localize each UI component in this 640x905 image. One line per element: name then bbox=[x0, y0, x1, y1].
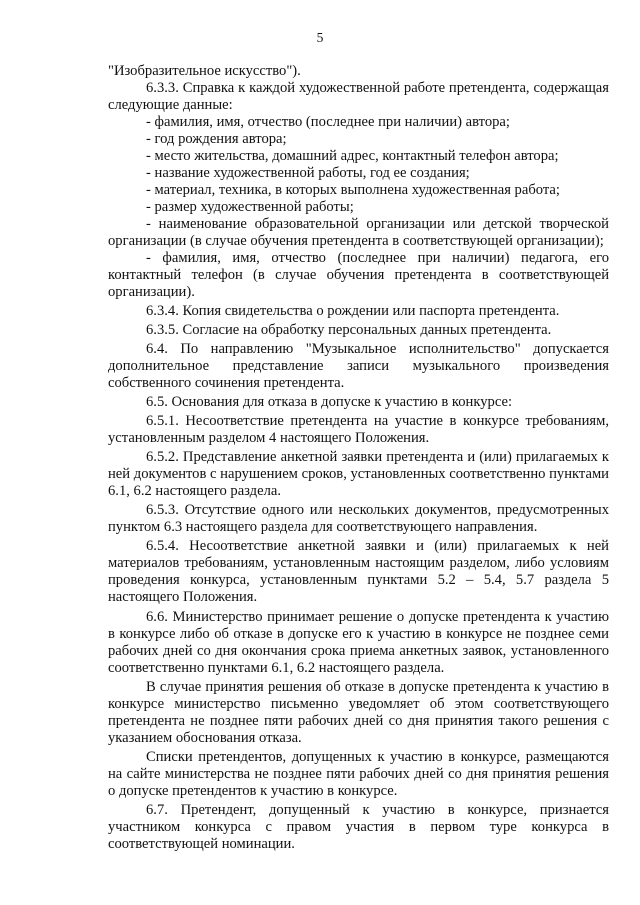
paragraph-lists-published: Списки претендентов, допущенных к участию в конкурсе, размещаются на сайте министерства не позднее пяти рабочих дней со дня принятия решения о допуске претендентов к участию в конкурсе. bbox=[108, 749, 609, 799]
list-item-teacher: - фамилия, имя, отчество (последнее при наличии) педагога, его контактный телефон (в случае обучения претендента в соответствующей организации). bbox=[108, 250, 609, 300]
paragraph-6-5-1: 6.5.1. Несоответствие претендента на участие в конкурсе требованиям, установленным разделом 4 настоящего Положения. bbox=[108, 413, 609, 446]
paragraph-refusal-notice: В случае принятия решения об отказе в допуске претендента к участию в конкурсе министерство письменно уведомляет об этом соответствующего претендента не позднее пяти рабочих дней со дня принятия такого решения с указанием обоснования отказа. bbox=[108, 679, 609, 746]
paragraph-6-3-3: 6.3.3. Справка к каждой художественной работе претендента, содержащая следующие данные: bbox=[108, 80, 609, 113]
paragraph-6-3-5: 6.3.5. Согласие на обработку персональных данных претендента. bbox=[146, 322, 552, 338]
paragraph-6-7: 6.7. Претендент, допущенный к участию в конкурсе, признается участником конкурса с правом участия в первом туре конкурса в соответствующей номинации. bbox=[108, 802, 609, 852]
paragraph-6-5-2: 6.5.2. Представление анкетной заявки претендента и (или) прилагаемых к ней документов с нарушением сроков, установленных соответственно пунктами 6.1, 6.2 настоящего раздела. bbox=[108, 449, 609, 499]
paragraph-6-4: 6.4. По направлению "Музыкальное исполнительство" допускается дополнительное представление записи музыкального произведения собственного сочинения претендента. bbox=[108, 341, 609, 391]
list-item-author-name: - фамилия, имя, отчество (последнее при наличии) автора; bbox=[146, 114, 510, 130]
list-item-birth-year: - год рождения автора; bbox=[146, 131, 287, 147]
paragraph-6-5-3: 6.5.3. Отсутствие одного или нескольких документов, предусмотренных пунктом 6.3 настоящего раздела для соответствующего направления. bbox=[108, 502, 609, 535]
paragraph-6-6: 6.6. Министерство принимает решение о допуске претендента к участию в конкурсе либо об отказе в допуске его к участию в конкурсе не позднее семи рабочих дней со дня окончания срока приема анкетных заявок, установленного соответственно пунктами 6.1, 6.2 настоящего раздела. bbox=[108, 609, 609, 676]
document-body bbox=[108, 63, 609, 853]
list-item-address: - место жительства, домашний адрес, контактный телефон автора; bbox=[146, 148, 559, 164]
list-item-organization: - наименование образовательной организации или детской творческой организации (в случае обучения претендента в соответствующей организации); bbox=[108, 216, 609, 249]
paragraph-continuation: "Изобразительное искусство"). bbox=[108, 63, 301, 79]
page-number: 5 bbox=[316, 30, 324, 45]
list-item-work-title: - название художественной работы, год ее создания; bbox=[146, 165, 470, 181]
paragraph-6-5: 6.5. Основания для отказа в допуске к участию в конкурсе: bbox=[146, 394, 513, 410]
paragraph-6-3-4: 6.3.4. Копия свидетельства о рождении или паспорта претендента. bbox=[146, 303, 560, 319]
paragraph-6-5-4: 6.5.4. Несоответствие анкетной заявки и (или) прилагаемых к ней материалов требованиям, установленным настоящим разделом, либо условиям проведения конкурса, установленным пунктами 5.2 – 5.4, 5.7 раздела 5 настоящего Положения. bbox=[108, 538, 609, 605]
list-item-material: - материал, техника, в которых выполнена художественная работа; bbox=[146, 182, 560, 198]
list-item-size: - размер художественной работы; bbox=[146, 199, 354, 215]
